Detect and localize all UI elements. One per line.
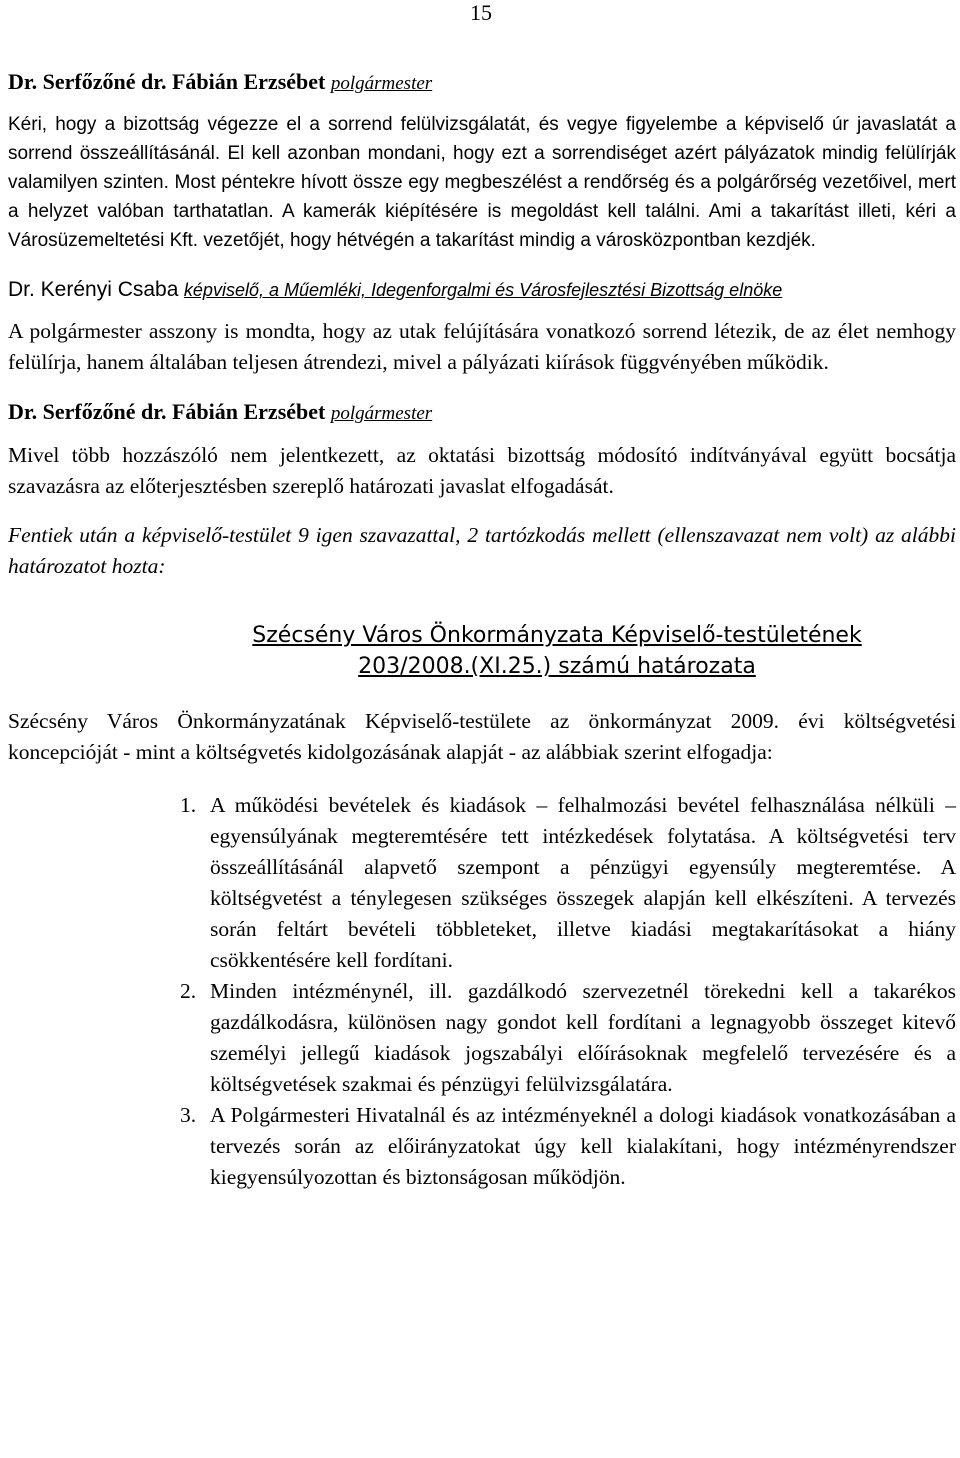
list-number: 2.: [180, 979, 197, 1003]
list-item: [180, 1100, 956, 1193]
list-text: A működési bevételek és kiadások – felhalmozási bevétel felhasználása nélküli – egyensúlyának megteremtésére tett intézkedések folytatása. A költségvetési terv összeállításánál alapvető szempont a pénzügyi egyensúly megteremtése. A költségvetést a ténylegesen szükséges összegek alapján kell elkészíteni. A tervezés során feltárt bevételi többleteket, illetve kiadási megtakarításokat a hiány csökkentésére kell fordítani.: [210, 793, 956, 972]
speaker-role: polgármester: [330, 73, 433, 94]
resolution-number: 203/2008.(XI.25.) számú határozata: [358, 654, 756, 679]
resolution-list: [180, 790, 956, 1193]
page-number: 15: [470, 0, 492, 25]
list-number: 1.: [180, 793, 197, 817]
speaker-name: Dr. Serfőzőné dr. Fábián Erzsébet: [8, 399, 326, 424]
list-number: 3.: [180, 1103, 197, 1127]
speech-paragraph: A polgármester asszony is mondta, hogy az utak felújítására vonatkozó sorrend létezik, de az élet nemhogy felülírja, hanem általában teljesen átrendezi, mivel a pályázati kiírások függvényében működik.: [8, 319, 956, 374]
list-item: [180, 790, 956, 976]
speaker-role: képviselő, a Műemléki, Idegenforgalmi és Városfejlesztési Bizottság elnöke: [183, 280, 783, 300]
list-text: Minden intézménynél, ill. gazdálkodó szervezetnél törekedni kell a takarékos gazdálkodásra, különösen nagy gondot kell fordítani a legnagyobb összeget kitevő személyi jellegű kiadások jogszabályi előírásoknak megfelelő tervezésére és a költségvetések szakmai és pénzügyi felülvizsgálatára.: [210, 979, 956, 1096]
speaker-heading: [8, 396, 956, 430]
speaker-name: Dr. Kerényi Csaba: [8, 278, 179, 301]
speech-paragraph: Mivel több hozzászóló nem jelentkezett, az oktatási bizottság módosító indítványával együtt bocsátja szavazásra az előterjesztésben szereplő határozati javaslat elfogadását.: [8, 443, 956, 498]
speaker-role: polgármester: [330, 403, 433, 424]
resolution-body: Szécsény Város Önkormányzatának Képviselő-testülete az önkormányzat 2009. évi költségvetési koncepcióját - mint a költségvetés kidolgozásának alapját - az alábbiak szerint elfogadja:: [8, 709, 956, 764]
speaker-heading: [8, 66, 956, 100]
speaker-heading: [8, 273, 956, 306]
resolution-title: Szécsény Város Önkormányzata Képviselő-testületének: [252, 623, 862, 648]
speech-paragraph: Kéri, hogy a bizottság végezze el a sorrend felülvizsgálatát, és vegye figyelembe a képviselő úr javaslatát a sorrend összeállításánál. El kell azonban mondani, hogy ezt a sorrendiséget azért pályázatok mindig felülírják valamilyen szinten. Most péntekre hívott össze egy megbeszélést a rendőrség és a polgárőrség vezetőivel, mert a helyzet valóban tarthatatlan. A kamerák kiépítésére is megoldást kell találni. Ami a takarítást illeti, kéri a Városüzemeltetési Kft. vezetőjét, hogy hétvégén a takarítást mindig a városközpontban kezdjék.: [8, 114, 956, 251]
list-text: A Polgármesteri Hivatalnál és az intézményeknél a dologi kiadások vonatkozásában a tervezés során az előirányzatokat úgy kell kialakítani, hogy intézményrendszer kiegyensúlyozottan és biztonságosan működjön.: [210, 1103, 956, 1189]
list-item: [180, 976, 956, 1100]
document-body: [8, 66, 956, 1193]
speaker-name: Dr. Serfőzőné dr. Fábián Erzsébet: [8, 69, 326, 94]
vote-intro: Fentiek után a képviselő-testület 9 igen szavazattal, 2 tartózkodás mellett (ellenszavazat nem volt) az alábbi határozatot hozta:: [8, 523, 956, 578]
